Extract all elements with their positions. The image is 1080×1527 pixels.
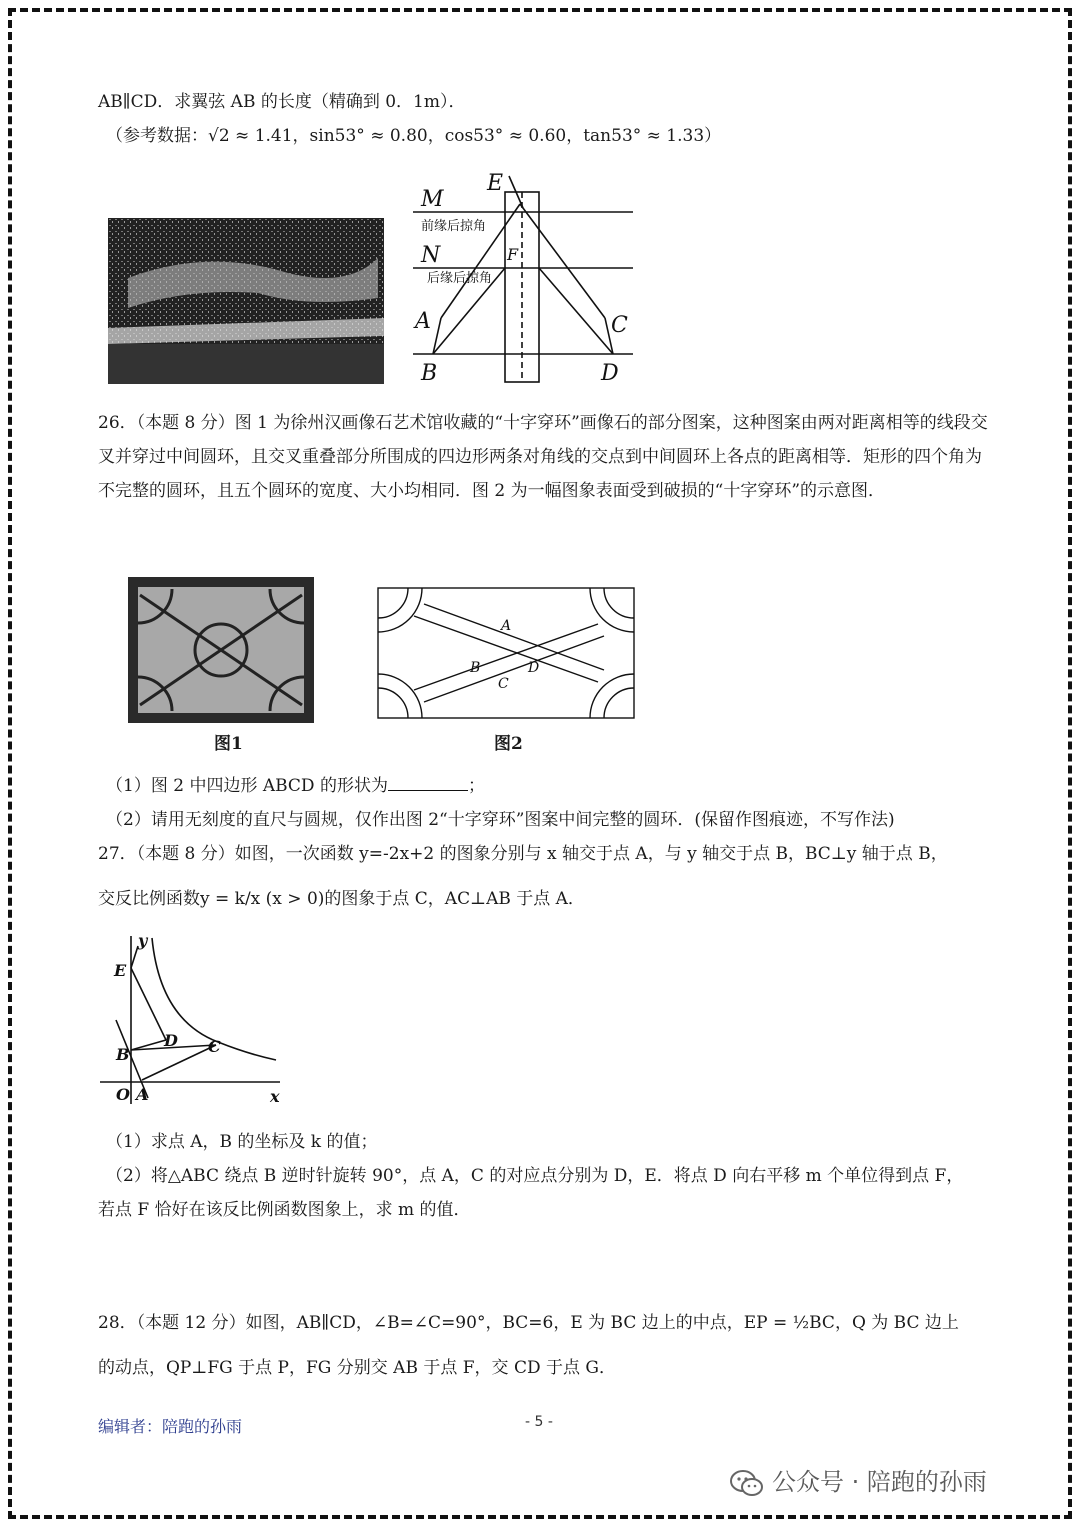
figure1-caption: 图1 [214, 734, 243, 754]
graph-label-y: y [138, 931, 148, 950]
wechat-icon [730, 1469, 764, 1497]
q26-sub1 [106, 774, 485, 798]
fig2-label-d: D [528, 660, 540, 676]
wing-diagram [405, 168, 645, 390]
figure1-stone-image [128, 577, 314, 723]
label-c: C [611, 313, 628, 338]
reference-data: （参考数据：√2 ≈ 1.41，sin53° ≈ 0.80，cos53° ≈ 0.60，tan53° ≈ 1.33） [106, 126, 722, 146]
q26-sub2: （2）请用无刻度的直尺与圆规，仅作出图 2“十字穿环”图案中间完整的圆环．(保留作图痕迹，不写作法) [106, 810, 895, 830]
label-f: F [507, 245, 519, 264]
front-sweep-text: 前缘后掠角 [421, 219, 487, 234]
watermark [730, 1462, 987, 1497]
fig2-label-a: A [501, 618, 512, 634]
graph-label-d: D [164, 1031, 178, 1050]
answer-blank [388, 774, 468, 791]
label-b: B [421, 361, 438, 386]
label-m: M [421, 187, 444, 212]
q26-sub1-text: （1）图 2 中四边形 ABCD 的形状为 [106, 776, 388, 796]
airplane-photo [108, 218, 384, 384]
q26-sub1-end: ； [467, 776, 485, 796]
editor-credit: 编辑者：陪跑的孙雨 [98, 1417, 243, 1436]
label-n: N [421, 243, 441, 268]
q27-sub2a: （2）将△ABC 绕点 B 逆时针旋转 90°，点 A，C 的对应点分别为 D，E．将点 D 向右平移 m 个单位得到点 F， [106, 1166, 964, 1186]
graph-label-c: C [208, 1037, 221, 1056]
graph-label-x: x [270, 1087, 280, 1106]
q28-line2: 的动点，QP⊥FG 于点 P，FG 分别交 AB 于点 F，交 CD 于点 G． [98, 1358, 616, 1378]
fig2-label-b: B [470, 660, 481, 676]
label-a: A [415, 309, 431, 334]
back-sweep-text: 后缘后掠角 [427, 271, 493, 286]
q25-line: AB∥CD．求翼弦 AB 的长度（精确到 0．1m）． [98, 92, 466, 112]
q27-graph [98, 930, 288, 1110]
graph-label-b: B [116, 1045, 130, 1064]
graph-label-e: E [114, 961, 127, 980]
q27-sub1: （1）求点 A，B 的坐标及 k 的值； [106, 1132, 378, 1152]
q27-line1: 27．（本题 8 分）如图，一次函数 y=-2x+2 的图象分别与 x 轴交于点 A，与 y 轴交于点 B，BC⊥y 轴于点 B， [98, 844, 948, 864]
watermark-text: 公众号 · 陪跑的孙雨 [772, 1468, 987, 1496]
q27-sub2b: 若点 F 恰好在该反比例函数图象上，求 m 的值． [98, 1200, 471, 1220]
figure2-diagram [376, 586, 636, 720]
fig2-label-c: C [498, 676, 509, 692]
label-e: E [487, 171, 504, 196]
graph-label-o: O [116, 1085, 130, 1104]
graph-label-a: A [136, 1085, 149, 1104]
q27-line2: 交反比例函数y = k/x (x > 0)的图象于点 C，AC⊥AB 于点 A． [98, 889, 585, 909]
page-number: - 5 - [525, 1414, 553, 1430]
figure2-caption: 图2 [494, 734, 523, 754]
q26-stem: 26．（本题 8 分）图 1 为徐州汉画像石艺术馆收藏的“十字穿环”画像石的部分图案，这种图案由两对距离相等的线段交叉并穿过中间圆环，且交叉重叠部分所围成的四边形两条对角线的交点到中间圆环上各点的距离相等．矩形的四个角为不完整的圆环，且五个圆环的宽度、大小均相同．图 2 为一幅图象表面受到破损的“十字穿环”的示意图． [98, 413, 988, 501]
label-d: D [601, 361, 619, 386]
q28-line1: 28．（本题 12 分）如图，AB∥CD，∠B=∠C=90°，BC=6，E 为 BC 边上的中点，EP = ½BC，Q 为 BC 边上 [98, 1313, 959, 1333]
